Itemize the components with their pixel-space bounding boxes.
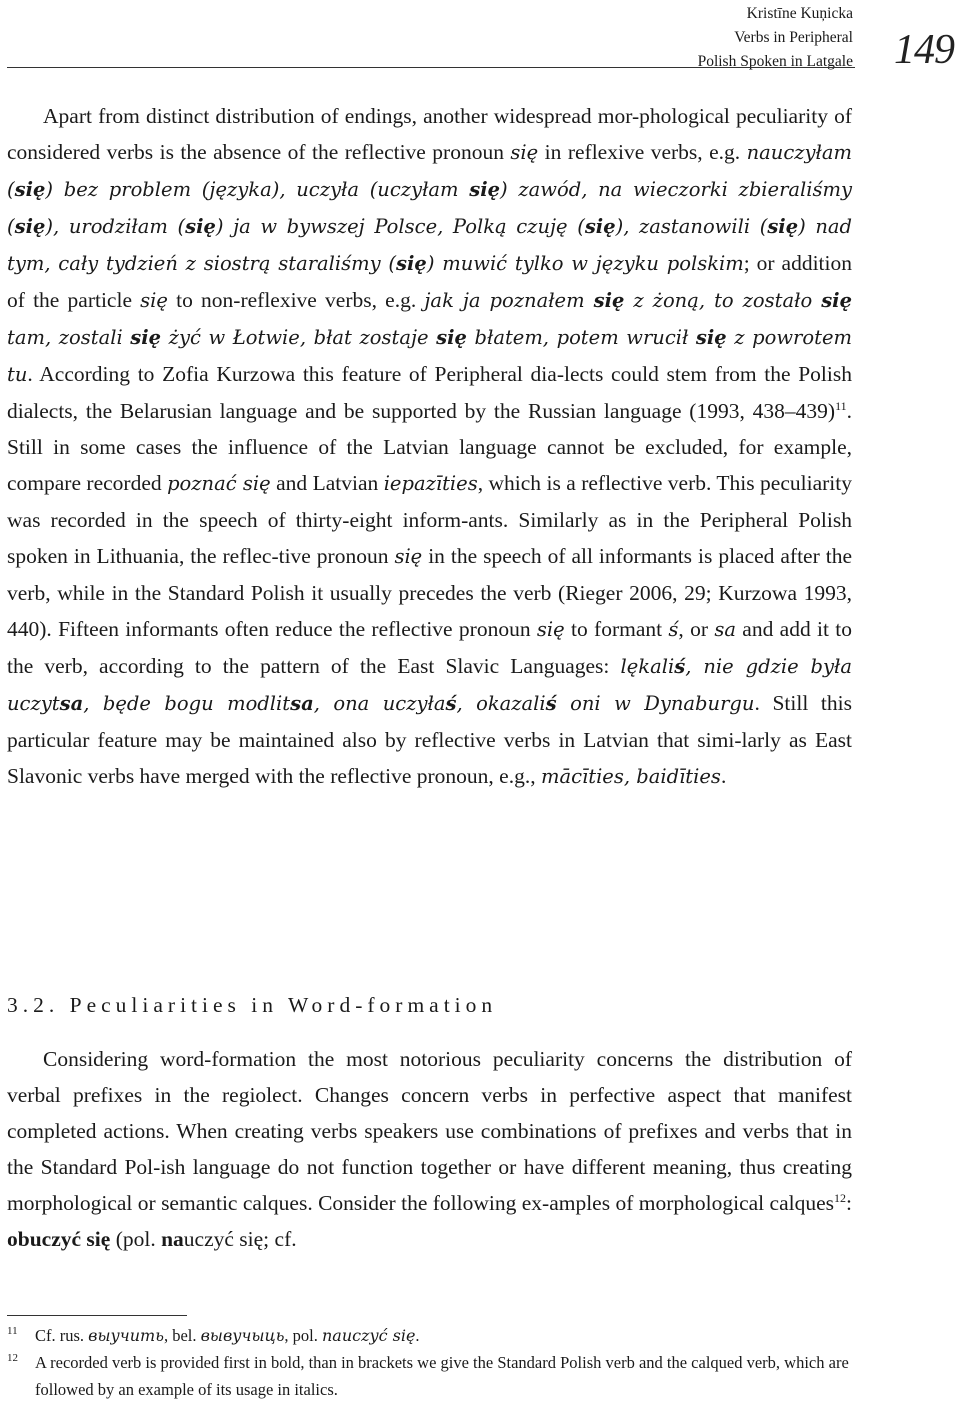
header-divider xyxy=(7,67,855,68)
text-run: : xyxy=(846,1191,852,1215)
text-run: ś xyxy=(674,655,686,678)
text-run: ), zastanowili ( xyxy=(615,215,768,238)
footnote-ref: 12 xyxy=(834,1190,847,1205)
text-run: się xyxy=(695,326,727,349)
text-run: się xyxy=(14,215,46,238)
text-run: się xyxy=(584,215,616,238)
footnote-number: 11 xyxy=(7,1325,18,1337)
text-run: in the speech of all informants is placed after the verb, while in the Standard Polish it usually precedes the verb (Rieger 2006, 29; Kurzowa 1993, 440). Fifteen informants often reduce the reflective pronoun xyxy=(7,544,852,641)
text-run: ś xyxy=(668,618,679,641)
text-run: , which is a reflective verb. This peculiarity was recorded in the speech of thirty-eight inform-ants. Similarly as in the Peripheral Polish spoken in Lithuania, the reflec-tive pronoun xyxy=(7,471,852,568)
text-run: oni w Dynaburgu xyxy=(556,692,755,715)
paragraph-1-text xyxy=(7,98,852,795)
text-run: , or xyxy=(678,617,715,641)
text-run: się xyxy=(130,326,162,349)
text-run: and Latvian xyxy=(270,471,384,495)
text-run: błatem, potem wrucił xyxy=(466,326,696,349)
text-run: się xyxy=(140,289,168,312)
text-run: się xyxy=(593,289,625,312)
running-header xyxy=(698,2,853,74)
text-run: ) zawód, na wieczorki zbieraliśmy ( xyxy=(7,178,853,238)
footnote-ref: 11 xyxy=(835,398,847,413)
text-run: , będe bogu modlit xyxy=(83,692,291,715)
text-run: , pol. xyxy=(284,1326,322,1345)
header-author: Kristīne Kuņicka xyxy=(746,5,853,22)
text-run: poznać się xyxy=(167,472,271,495)
text-run: ), urodziłam ( xyxy=(45,215,186,238)
text-run: tam, zostali xyxy=(7,326,131,349)
text-run: się xyxy=(821,289,852,312)
text-run: jak ja poznałem xyxy=(424,289,594,312)
text-run: ) bez problem (języka), uczyła (uczyłam xyxy=(45,178,470,201)
text-run: z żoną, to zostało xyxy=(624,289,822,312)
text-run: sa xyxy=(59,692,84,715)
text-run: się xyxy=(436,326,467,349)
text-run: . According to Zofia Kurzowa this feature of Peripheral dia-lects could stem from the Polish dialects, the Belarusian language and be supported by the Russian language (1993, 438–439) xyxy=(7,362,852,423)
text-run: ) nad tym, cały tydzień z siostrą staraliśmy ( xyxy=(7,215,852,275)
text-run: ś xyxy=(445,692,457,715)
text-run: obuczyć się xyxy=(7,1227,111,1251)
text-run: się xyxy=(396,252,427,275)
text-run: się xyxy=(469,178,501,201)
header-title-line2: Polish Spoken in Latgale xyxy=(697,53,853,70)
text-run: lękali xyxy=(620,655,675,678)
text-run: się xyxy=(510,141,539,164)
text-run: A recorded verb is provided first in bold, than in brackets we give the Standard Polish verb and the calqued verb, which are followed by an example of its usage in italics. xyxy=(35,1353,849,1399)
text-run: mācīties, baidīties xyxy=(540,765,721,788)
text-run: sa xyxy=(290,692,314,715)
text-run: . Still in some cases the influence of the Latvian language cannot be excluded, for example, compare recorded xyxy=(7,399,852,495)
text-run: się xyxy=(14,178,46,201)
text-run: się xyxy=(767,215,799,238)
text-run: in reflexive verbs, e.g. xyxy=(538,140,747,164)
text-run: ) muwić tylko w języku polskim xyxy=(426,252,744,275)
paragraph-2-text xyxy=(7,1041,852,1257)
footnote-number: 12 xyxy=(7,1352,18,1364)
page-number: 149 xyxy=(894,27,954,73)
text-run: nauczyć się xyxy=(322,1326,416,1345)
text-run: sa xyxy=(714,618,736,641)
text-run: uczyć się; cf. xyxy=(183,1227,297,1251)
text-run: się xyxy=(536,618,565,641)
text-run: Apart from distinct distribution of endings, another widespread mor-phological peculiarity of considered verbs is the absence of the reflective pronoun xyxy=(7,104,852,164)
section-heading: 3.2. Peculiarities in Word-formation xyxy=(7,993,498,1017)
text-run: to formant xyxy=(564,617,669,641)
text-run: iepazīties xyxy=(383,472,478,495)
footnote-11 xyxy=(7,1322,852,1349)
text-run: nauczyłam ( xyxy=(7,141,852,201)
text-run: Considering word-formation the most notorious peculiarity concerns the distribution of verbal prefixes in the regiolect. Changes concern verbs in perfective aspect that manifest completed actions. When creating verbs speakers use combinations of prefixes and verbs that in the Standard Pol-ish language do not function together or have different meaning, thus creating morphological or semantic calques. Consider the following ex-amples of morphological calques xyxy=(7,1047,852,1215)
text-run: się xyxy=(394,545,423,568)
text-run: ) ja w bywszej Polsce, Polką czuję ( xyxy=(215,215,585,238)
text-run: , bel. xyxy=(163,1326,201,1345)
header-title-line1: Verbs in Peripheral xyxy=(734,29,853,46)
text-run: Cf. rus. xyxy=(35,1326,89,1345)
text-run: na xyxy=(161,1227,184,1251)
text-run: ; or addition of the particle xyxy=(7,251,852,312)
text-run: , nie gdzie była uczyt xyxy=(7,655,852,715)
footnote-text xyxy=(35,1349,852,1403)
text-run: . Still this particular feature may be maintained also by reflective verbs in Latvian that simi-larly as East Slavonic verbs have merged with the reflective pronoun, e.g., xyxy=(7,691,852,788)
footnotes xyxy=(7,1322,852,1403)
text-run: and add it to the verb, according to the pattern of the East Slavic Languages: xyxy=(7,617,852,678)
text-run: . xyxy=(415,1326,420,1345)
paragraph-word-formation xyxy=(7,1041,852,1257)
paragraph-reflexive-verbs xyxy=(7,98,852,795)
footnote-divider xyxy=(7,1315,187,1316)
footnote-12 xyxy=(7,1349,852,1403)
footnote-text xyxy=(35,1322,852,1349)
text-run: to non-reflexive verbs, e.g. xyxy=(167,288,425,312)
text-run: вывучыць xyxy=(200,1326,285,1345)
text-run: ś xyxy=(545,692,557,715)
text-run: выучить xyxy=(88,1326,164,1345)
text-run: , okazali xyxy=(456,692,546,715)
text-run: (pol. xyxy=(110,1227,162,1251)
text-run: żyć w Łotwie, błat zostaje xyxy=(161,326,437,349)
text-run: się xyxy=(185,215,216,238)
text-run: z powrotem tu xyxy=(7,326,852,386)
text-run: , ona uczyła xyxy=(313,692,446,715)
text-run: . xyxy=(720,764,727,788)
